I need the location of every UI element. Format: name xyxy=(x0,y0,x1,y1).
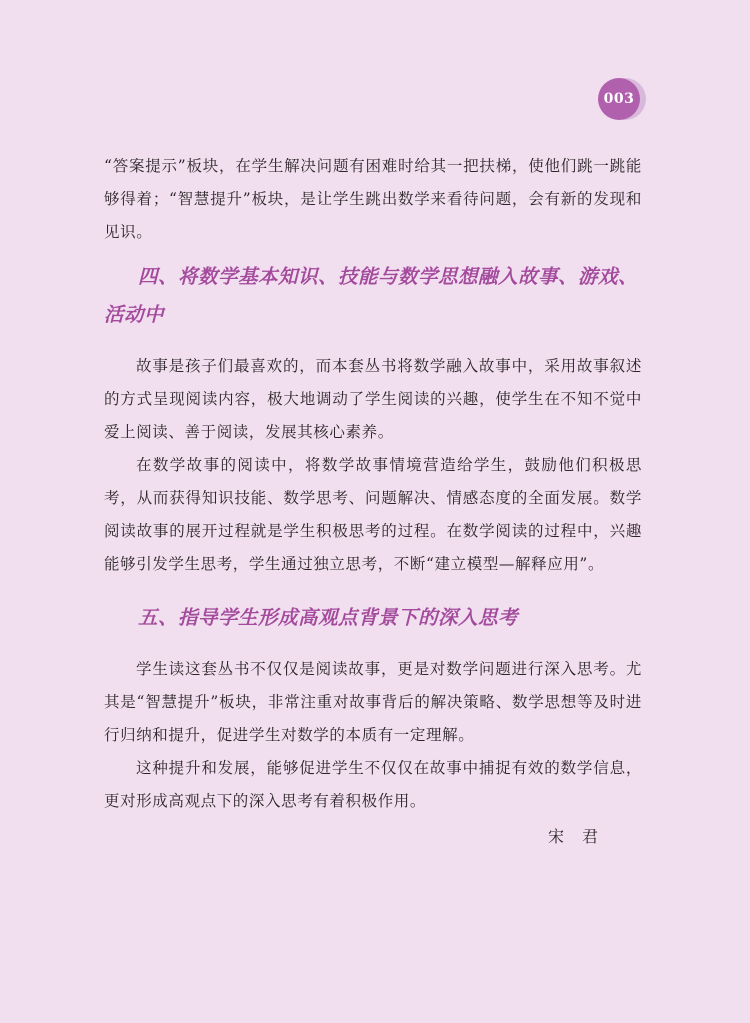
section-5-paragraph-2: 这种提升和发展，能够促进学生不仅仅在故事中捕捉有效的数学信息，更对形成高观点下的深入思考有着积极作用。 xyxy=(104,759,642,810)
page-number: 003 xyxy=(598,78,640,120)
page-number-badge xyxy=(598,78,640,120)
article-body xyxy=(104,150,642,818)
section-4-heading: 四、将数学基本知识、技能与数学思想融入故事、游戏、活动中 xyxy=(104,265,639,326)
section-5-heading: 五、指导学生形成高观点背景下的深入思考 xyxy=(138,606,519,629)
section-4-paragraph-1: 故事是孩子们最喜欢的，而本套丛书将数学融入故事中，采用故事叙述的方式呈现阅读内容，极大地调动了学生阅读的兴趣，使学生在不知不觉中爱上阅读、善于阅读，发展其核心素养。 xyxy=(104,357,642,441)
intro-paragraph: “答案提示”板块，在学生解决问题有困难时给其一把扶梯，使他们跳一跳能够得着；“智慧提升”板块，是让学生跳出数学来看待问题，会有新的发现和见识。 xyxy=(104,157,642,241)
author-signature: 宋君 xyxy=(548,827,617,846)
section-4-paragraph-2: 在数学故事的阅读中，将数学故事情境营造给学生，鼓励他们积极思考，从而获得知识技能、数学思考、问题解决、情感态度的全面发展。数学阅读故事的展开过程就是学生积极思考的过程。在数学阅读的过程中，兴趣能够引发学生思考，学生通过独立思考，不断“建立模型—解释应用”。 xyxy=(104,456,642,573)
section-5-paragraph-1: 学生读这套丛书不仅仅是阅读故事，更是对数学问题进行深入思考。尤其是“智慧提升”板块，非常注重对故事背后的解决策略、数学思想等及时进行归纳和提升，促进学生对数学的本质有一定理解。 xyxy=(104,660,642,744)
